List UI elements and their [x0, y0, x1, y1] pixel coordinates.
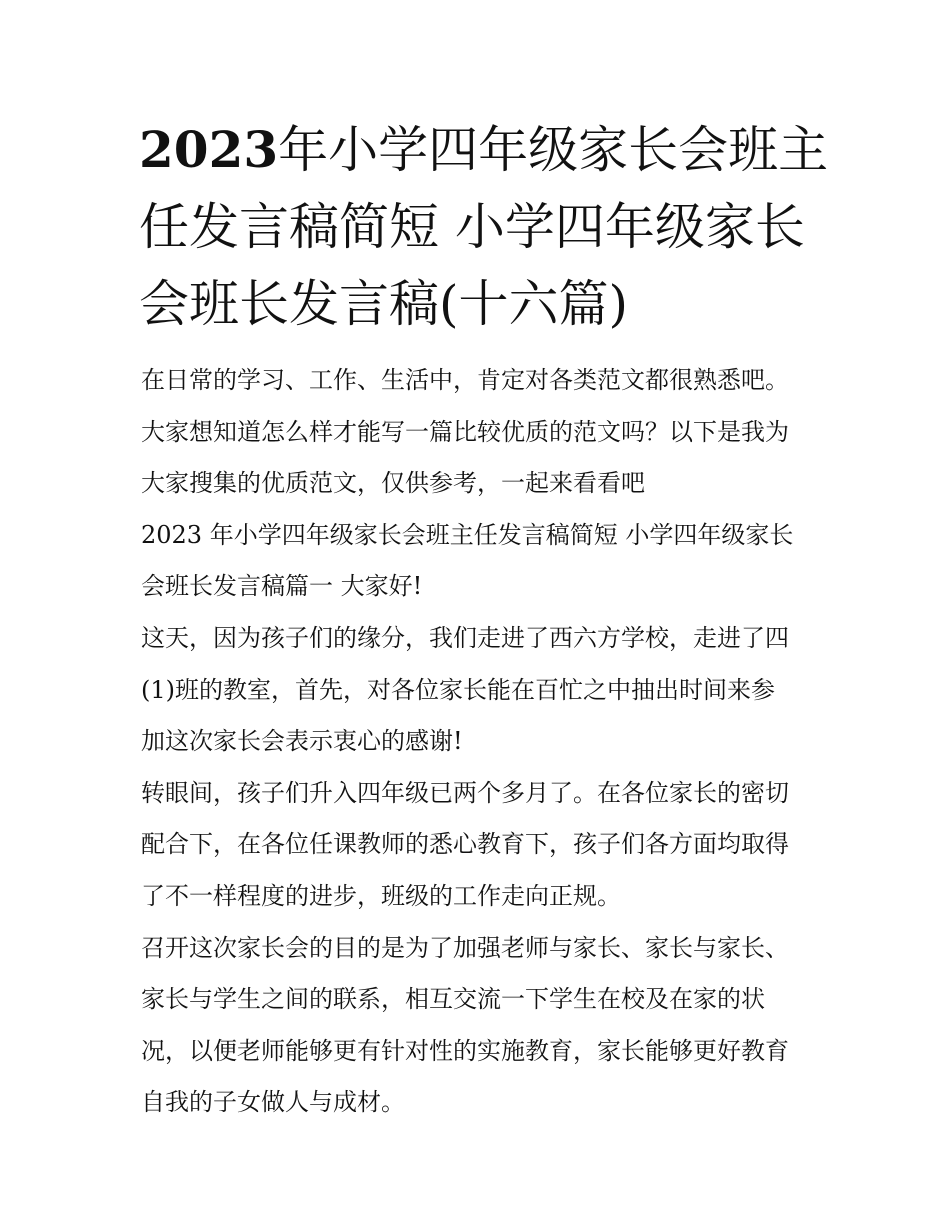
title-line-1	[139, 111, 829, 189]
body-line-15: 自我的子女做人与成材。	[141, 1088, 405, 1117]
body-line-14: 况，以便老师能够更有针对性的实施教育，家长能够更好教育	[141, 1036, 789, 1065]
document-title	[139, 111, 829, 343]
body-line-8: 加这次家长会表示衷心的感谢!	[141, 727, 463, 756]
body-line-6: 这天，因为孩子们的缘分，我们走进了西六方学校，走进了四	[141, 623, 789, 652]
title-line-3: 会班长发言稿(十六篇)	[139, 275, 629, 333]
body-line-12: 召开这次家长会的目的是为了加强老师与家长、家长与家长、	[141, 933, 789, 962]
body-line-11: 了不一样程度的进步，班级的工作走向正规。	[141, 881, 621, 910]
title-line-1-text: 年小学四年级家长会班主	[278, 121, 829, 179]
title-line-2: 任发言稿简短 小学四年级家长	[139, 198, 805, 256]
title-year: 2023	[139, 120, 279, 179]
body-line-4: 2023 年小学四年级家长会班主任发言稿简短 小学四年级家长	[141, 520, 794, 549]
body-line-7: (1)班的教室，首先，对各位家长能在百忙之中抽出时间来参	[141, 675, 775, 704]
body-line-5: 会班长发言稿篇一 大家好!	[141, 572, 423, 601]
body-line-13: 家长与学生之间的联系，相互交流一下学生在校及在家的状	[141, 985, 765, 1014]
body-line-10: 配合下，在各位任课教师的悉心教育下，孩子们各方面均取得	[141, 830, 789, 859]
body-line-1: 在日常的学习、工作、生活中，肯定对各类范文都很熟悉吧。	[141, 366, 789, 394]
body-line-2: 大家想知道怎么样才能写一篇比较优质的范文吗？以下是我为	[141, 417, 789, 446]
document-body	[141, 355, 831, 1129]
body-line-9: 转眼间，孩子们升入四年级已两个多月了。在各位家长的密切	[141, 778, 789, 807]
body-line-3: 大家搜集的优质范文，仅供参考，一起来看看吧	[141, 469, 645, 498]
